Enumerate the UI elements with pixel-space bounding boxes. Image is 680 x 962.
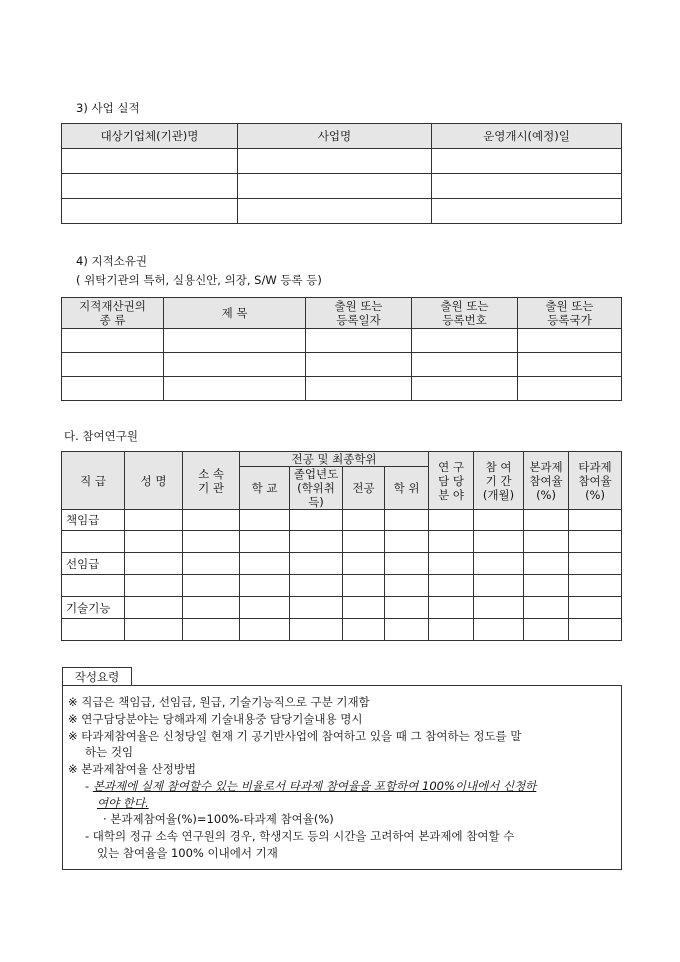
table-row xyxy=(62,597,622,619)
table-cell[interactable] xyxy=(432,174,622,199)
table-cell[interactable] xyxy=(62,199,238,224)
table-cell[interactable] xyxy=(569,553,622,575)
table-cell[interactable] xyxy=(385,531,429,553)
table-row xyxy=(62,531,622,553)
header-affiliation: 소 속 기 관 xyxy=(183,452,240,510)
table-cell[interactable] xyxy=(62,174,238,199)
table-row xyxy=(62,174,622,199)
table-cell[interactable] xyxy=(62,353,164,377)
table-cell[interactable] xyxy=(125,553,183,575)
note-line: ※ 연구담당분야는 당해과제 기술내용중 담당기술내용 명시 xyxy=(68,712,363,726)
note-line: ※ 직급은 책임급, 선임급, 원급, 기술기능직으로 구분 기재함 xyxy=(68,695,370,709)
header-ip-title: 제 목 xyxy=(164,298,306,329)
header-ip-type: 지적재산권의 종 류 xyxy=(62,298,164,329)
table-cell[interactable] xyxy=(240,575,290,597)
table-cell[interactable] xyxy=(183,553,240,575)
table-cell[interactable] xyxy=(474,619,524,641)
table-cell[interactable] xyxy=(125,597,183,619)
table-cell[interactable] xyxy=(306,353,412,377)
table-cell[interactable] xyxy=(343,619,385,641)
rank-cell: 기술기능 xyxy=(62,597,125,619)
table-cell[interactable] xyxy=(518,353,622,377)
table-cell[interactable] xyxy=(183,531,240,553)
table-cell[interactable] xyxy=(164,353,306,377)
table-cell[interactable] xyxy=(183,575,240,597)
note-line: 있는 참여율을 100% 이내에서 기재 xyxy=(97,846,278,860)
table-cell[interactable] xyxy=(385,597,429,619)
table-cell[interactable] xyxy=(240,531,290,553)
header-ip-date: 출원 또는 등록일자 xyxy=(306,298,412,329)
table-cell[interactable] xyxy=(343,531,385,553)
header-school: 학 교 xyxy=(240,467,290,510)
table-cell[interactable] xyxy=(62,377,164,401)
header-business-name: 사업명 xyxy=(238,124,432,149)
table-cell[interactable] xyxy=(429,531,474,553)
table-cell[interactable] xyxy=(474,553,524,575)
table-cell[interactable] xyxy=(62,329,164,353)
table-row xyxy=(62,510,622,531)
table-cell[interactable] xyxy=(524,575,569,597)
table-cell[interactable] xyxy=(238,174,432,199)
table-cell[interactable] xyxy=(474,531,524,553)
section-4-title: 4) 지적소유권 xyxy=(76,254,148,268)
table-cell[interactable] xyxy=(290,553,343,575)
table-cell[interactable] xyxy=(412,353,518,377)
table-row xyxy=(62,553,622,575)
table-row xyxy=(62,329,622,353)
rank-cell xyxy=(62,575,125,597)
table-cell[interactable] xyxy=(385,510,429,531)
table-cell[interactable] xyxy=(474,510,524,531)
header-ip-number: 출원 또는 등록번호 xyxy=(412,298,518,329)
researchers-table xyxy=(61,451,622,641)
header-grad-year: 졸업년도 (학위취득) xyxy=(290,467,343,510)
table-cell[interactable] xyxy=(183,619,240,641)
table-cell[interactable] xyxy=(429,575,474,597)
table-cell[interactable] xyxy=(432,199,622,224)
table-cell[interactable] xyxy=(62,149,238,174)
table-cell[interactable] xyxy=(412,329,518,353)
header-target-company: 대상기업체(기관)명 xyxy=(62,124,238,149)
table-cell[interactable] xyxy=(429,510,474,531)
table-cell[interactable] xyxy=(569,531,622,553)
rank-cell xyxy=(62,619,125,641)
notes-box xyxy=(62,685,622,870)
header-degree: 학 위 xyxy=(385,467,429,510)
rank-cell xyxy=(62,531,125,553)
table-cell[interactable] xyxy=(164,377,306,401)
table-row xyxy=(62,199,622,224)
table-cell[interactable] xyxy=(524,553,569,575)
ip-rights-table xyxy=(61,297,622,401)
table-cell[interactable] xyxy=(429,597,474,619)
table-cell[interactable] xyxy=(474,597,524,619)
note-line: - 대학의 정규 소속 연구원의 경우, 학생지도 등의 시간을 고려하여 본과제에 참여할 수 xyxy=(85,829,515,843)
table-cell[interactable] xyxy=(240,553,290,575)
table-cell[interactable] xyxy=(290,510,343,531)
table-cell[interactable] xyxy=(306,329,412,353)
table-cell[interactable] xyxy=(238,199,432,224)
table-cell[interactable] xyxy=(412,377,518,401)
note-line: - 본과제에 실제 참여할수 있는 비율로서 타과제 참여율을 포함하여 100%이내에서 신청하 xyxy=(85,779,537,793)
table-cell[interactable] xyxy=(569,575,622,597)
table-cell[interactable] xyxy=(240,597,290,619)
table-cell[interactable] xyxy=(125,531,183,553)
business-record-table xyxy=(61,123,622,224)
table-cell[interactable] xyxy=(524,597,569,619)
table-cell[interactable] xyxy=(183,510,240,531)
header-other-rate: 타과제 참여율 (%) xyxy=(569,452,622,510)
table-cell[interactable] xyxy=(125,510,183,531)
table-cell[interactable] xyxy=(240,510,290,531)
table-cell[interactable] xyxy=(429,553,474,575)
table-row xyxy=(62,575,622,597)
note-line: ※ 본과제참여율 산정방법 xyxy=(68,762,197,776)
header-major: 전공 xyxy=(343,467,385,510)
table-cell[interactable] xyxy=(524,510,569,531)
table-cell[interactable] xyxy=(518,377,622,401)
table-cell[interactable] xyxy=(474,575,524,597)
table-cell[interactable] xyxy=(240,619,290,641)
table-cell[interactable] xyxy=(385,553,429,575)
table-cell[interactable] xyxy=(524,619,569,641)
table-row xyxy=(62,619,622,641)
section-researchers-title: 다. 참여연구원 xyxy=(64,429,138,443)
table-row xyxy=(62,377,622,401)
table-cell[interactable] xyxy=(524,531,569,553)
table-cell[interactable] xyxy=(429,619,474,641)
table-cell[interactable] xyxy=(569,619,622,641)
table-cell[interactable] xyxy=(343,553,385,575)
table-cell[interactable] xyxy=(290,531,343,553)
section-3-title: 3) 사업 실적 xyxy=(76,101,140,115)
table-cell[interactable] xyxy=(125,575,183,597)
header-this-rate: 본과제 참여율 (%) xyxy=(524,452,569,510)
table-cell[interactable] xyxy=(343,597,385,619)
table-cell[interactable] xyxy=(385,619,429,641)
note-line: 여야 한다. xyxy=(97,796,149,810)
header-start-date: 운영개시(예정)일 xyxy=(432,124,622,149)
table-cell[interactable] xyxy=(125,619,183,641)
header-period: 참 여 기 간 (개월) xyxy=(474,452,524,510)
table-cell[interactable] xyxy=(290,575,343,597)
header-research-field: 연 구 담 당 분 야 xyxy=(429,452,474,510)
table-cell[interactable] xyxy=(290,619,343,641)
note-line: 하는 것임 xyxy=(85,745,134,759)
header-ip-country: 출원 또는 등록국가 xyxy=(518,298,622,329)
section-4-subtitle: ( 위탁기관의 특허, 실용신안, 의장, S/W 등록 등) xyxy=(76,273,322,287)
table-cell[interactable] xyxy=(343,510,385,531)
table-cell[interactable] xyxy=(238,149,432,174)
table-cell[interactable] xyxy=(306,377,412,401)
table-cell[interactable] xyxy=(290,597,343,619)
header-rank: 직 급 xyxy=(62,452,125,510)
table-cell[interactable] xyxy=(183,597,240,619)
table-row xyxy=(62,353,622,377)
rank-cell: 책임급 xyxy=(62,510,125,531)
table-cell[interactable] xyxy=(432,149,622,174)
note-line: · 본과제참여율(%)=100%-타과제 참여율(%) xyxy=(103,812,334,826)
note-line: ※ 타과제참여율은 신청당일 현재 기 공기반사업에 참여하고 있을 때 그 참여하는 정도를 말 xyxy=(68,729,522,743)
table-cell[interactable] xyxy=(569,510,622,531)
header-name: 성 명 xyxy=(125,452,183,510)
notes-tab: 작성요령 xyxy=(62,667,132,686)
table-row xyxy=(62,149,622,174)
header-degree-group: 전공 및 최종학위 xyxy=(240,452,429,467)
table-cell[interactable] xyxy=(518,329,622,353)
table-cell[interactable] xyxy=(385,575,429,597)
table-cell[interactable] xyxy=(164,329,306,353)
table-cell[interactable] xyxy=(569,597,622,619)
rank-cell: 선임급 xyxy=(62,553,125,575)
table-cell[interactable] xyxy=(343,575,385,597)
